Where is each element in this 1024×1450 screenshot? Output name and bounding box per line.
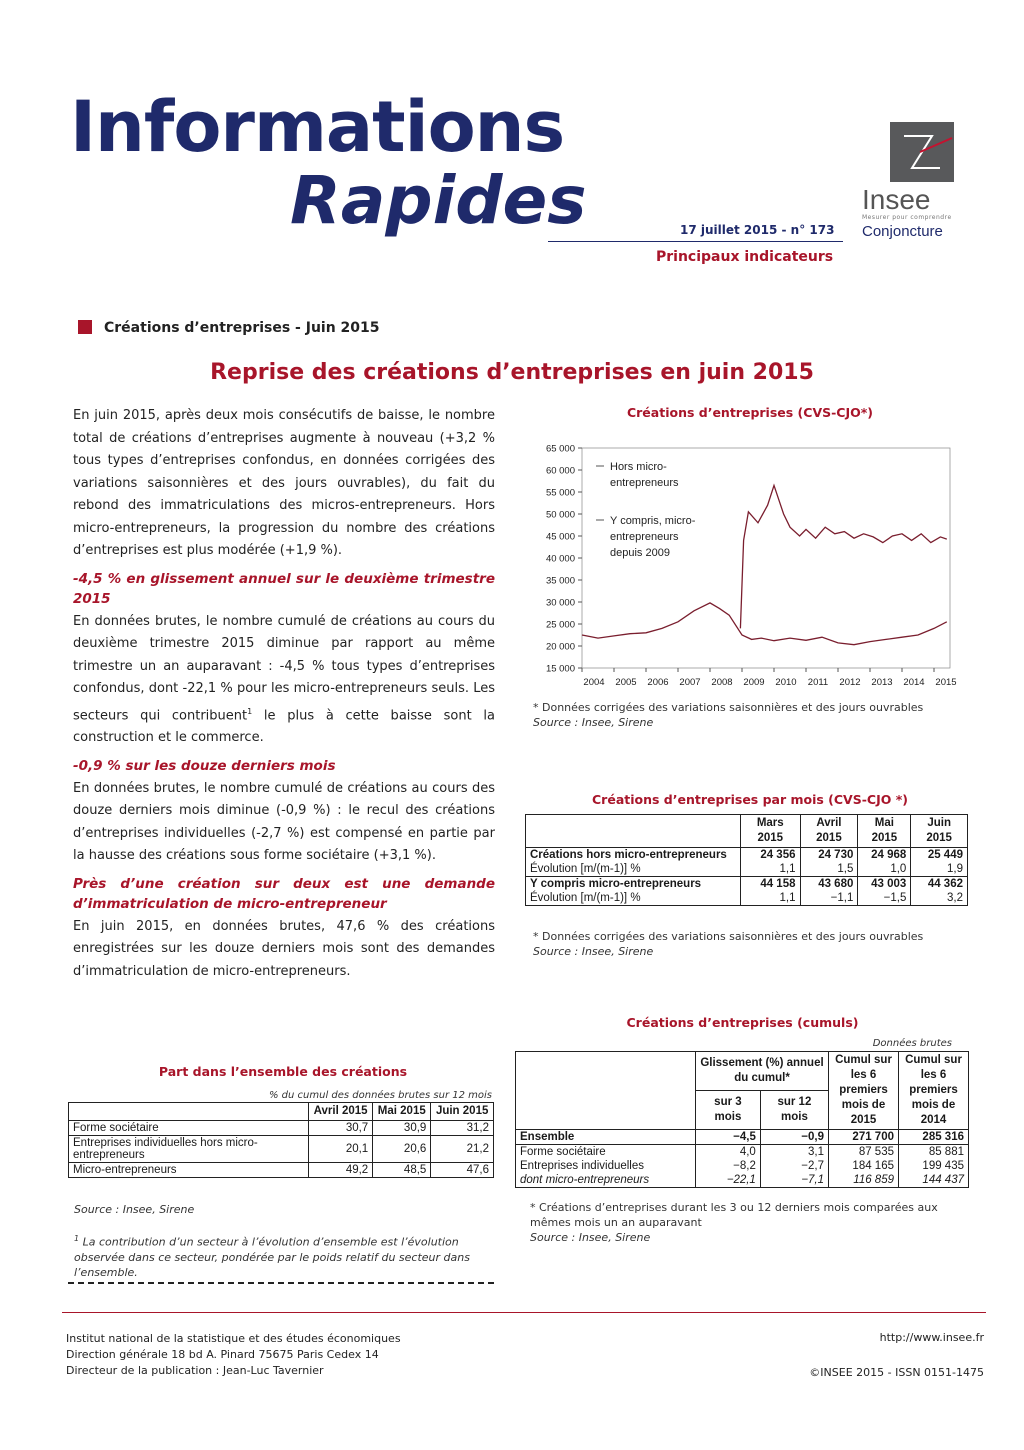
table2-notes bbox=[74, 1202, 494, 1280]
x-tick-label: 2013 bbox=[871, 677, 893, 688]
cell-value: 1,1 bbox=[741, 862, 801, 877]
paragraph-4: En juin 2015, en données brutes, 47,6 % des créations enregistrées sur les douze derniers mois sont des demandes d’immatriculation de micro-entrepreneurs. bbox=[73, 918, 495, 979]
table1-title: Créations d’entreprises par mois (CVS-CJO *) bbox=[592, 792, 908, 807]
body-text bbox=[73, 405, 495, 989]
legend-label: Y compris, micro- bbox=[610, 515, 696, 527]
legend-label: Hors micro- bbox=[610, 461, 667, 473]
insee-logo bbox=[862, 122, 958, 240]
table3-note: * Créations d’entreprises durant les 3 ou 12 derniers mois comparées aux mêmes mois un an auparavant bbox=[530, 1201, 938, 1229]
series-line-0 bbox=[582, 603, 947, 645]
logo-emblem-icon bbox=[890, 122, 954, 182]
t2-col-0: Avril 2015 bbox=[309, 1103, 373, 1121]
cell-value: −8,2 bbox=[696, 1159, 761, 1173]
footnote-ref: 1 bbox=[247, 706, 253, 716]
cell-value: 271 700 bbox=[829, 1130, 899, 1145]
table-row bbox=[516, 1130, 969, 1145]
cell-value: 1,1 bbox=[741, 891, 801, 906]
cell-value: 24 356 bbox=[741, 848, 801, 863]
table1-source: Source : Insee, Sirene bbox=[533, 945, 654, 958]
cell-value: 43 003 bbox=[858, 877, 911, 892]
footer-url-link[interactable]: http://www.insee.fr bbox=[879, 1331, 984, 1344]
cell-value: 20,1 bbox=[309, 1136, 373, 1163]
table-row bbox=[526, 848, 968, 863]
paragraph-2b: le plus à cette baisse sont la construction et le commerce. bbox=[73, 707, 495, 746]
footer-line-3: Directeur de la publication : Jean-Luc Tavernier bbox=[66, 1364, 324, 1377]
t1-col-1: Avril 2015 bbox=[800, 815, 858, 848]
table3-source: Source : Insee, Sirene bbox=[530, 1231, 651, 1244]
cell-value: 285 316 bbox=[899, 1130, 969, 1145]
y-tick-label: 15 000 bbox=[545, 663, 575, 675]
row-label: Créations hors micro-entrepreneurs bbox=[526, 848, 741, 863]
table2-divider bbox=[68, 1282, 494, 1284]
insee-logo-mark-icon bbox=[890, 122, 954, 182]
cell-value: 24 968 bbox=[858, 848, 911, 863]
row-label: Micro-entrepreneurs bbox=[69, 1163, 309, 1178]
cell-value: 31,2 bbox=[466, 1122, 489, 1134]
cell-value: 1,9 bbox=[947, 863, 963, 875]
section-marker-icon bbox=[78, 320, 92, 334]
x-tick-label: 2015 bbox=[935, 677, 957, 688]
headline: Reprise des créations d’entreprises en juin 2015 bbox=[210, 360, 814, 385]
cell-value: 87 535 bbox=[829, 1145, 899, 1160]
y-tick-label: 30 000 bbox=[545, 597, 575, 609]
table-row bbox=[69, 1163, 494, 1178]
logo-section: Conjoncture bbox=[862, 223, 943, 240]
t3-col-0: Cumul sur les 6 premiers mois de 2015 bbox=[829, 1052, 899, 1130]
y-tick-label: 20 000 bbox=[545, 641, 575, 653]
cell-value: 144 437 bbox=[899, 1173, 969, 1188]
legend-label: depuis 2009 bbox=[610, 547, 670, 559]
subheading-2: -4,5 % en glissement annuel sur le deuxième trimestre 2015 bbox=[73, 570, 495, 607]
cell-value: −22,1 bbox=[696, 1173, 761, 1188]
t3-col-1: Cumul sur les 6 premiers mois de 2014 bbox=[899, 1052, 969, 1130]
x-tick-label: 2011 bbox=[807, 677, 829, 688]
paragraph-3: En données brutes, le nombre cumulé de créations au cours des douze derniers mois diminue (-0,9 %) : le recul des créations d’entreprises individuelles (-2,7 %) est compensé en partie par la hausse des créations sous forme sociétaire (+3,1 %). bbox=[73, 780, 495, 864]
x-tick-label: 2009 bbox=[743, 677, 765, 688]
cell-value: 199 435 bbox=[899, 1159, 969, 1173]
chart-notes bbox=[533, 700, 973, 730]
cumul-table bbox=[515, 1051, 969, 1188]
footer-rule bbox=[62, 1312, 986, 1313]
table1-note: * Données corrigées des variations saisonnières et des jours ouvrables bbox=[533, 930, 924, 943]
t3-sub-col-1: sur 12 mois bbox=[760, 1091, 828, 1130]
chart-title: Créations d’entreprises (CVS-CJO*) bbox=[626, 405, 874, 420]
cell-value: −7,1 bbox=[760, 1173, 828, 1188]
cell-value: 24 730 bbox=[800, 848, 858, 863]
masthead-subtitle: Rapides bbox=[290, 162, 587, 239]
share-table bbox=[68, 1102, 494, 1178]
chart-source: Source : Insee, Sirene bbox=[533, 716, 654, 729]
cell-value: 20,6 bbox=[373, 1136, 431, 1163]
table2-caption: % du cumul des données brutes sur 12 mois bbox=[269, 1090, 492, 1101]
y-tick-label: 55 000 bbox=[545, 487, 575, 499]
subheading-4: Près d’une création sur deux est une demande d’immatriculation de micro-entrepreneur bbox=[73, 875, 495, 912]
masthead-title: Informations bbox=[70, 86, 565, 168]
footer-line-1: Institut national de la statistique et des études économiques bbox=[66, 1332, 401, 1345]
cell-value: 48,5 bbox=[373, 1163, 431, 1178]
cell-value: 1,5 bbox=[800, 862, 858, 877]
table1-notes bbox=[533, 929, 973, 959]
x-tick-label: 2010 bbox=[775, 677, 797, 688]
cell-value: −2,7 bbox=[760, 1159, 828, 1173]
cell-value: 43 680 bbox=[800, 877, 858, 892]
footer-copyright: ©INSEE 2015 - ISSN 0151-1475 bbox=[809, 1366, 984, 1379]
monthly-table bbox=[525, 814, 968, 906]
table-row bbox=[526, 862, 968, 877]
subheading-3: -0,9 % sur les douze derniers mois bbox=[73, 757, 336, 774]
row-label: Entreprises individuelles hors micro-entrepreneurs bbox=[69, 1136, 309, 1163]
cell-value: 1,0 bbox=[858, 862, 911, 877]
y-tick-label: 50 000 bbox=[545, 509, 575, 521]
table-row bbox=[516, 1173, 969, 1188]
table-row bbox=[526, 877, 968, 892]
cell-value: 25 449 bbox=[927, 849, 963, 861]
table2-source: Source : Insee, Sirene bbox=[74, 1203, 195, 1216]
t1-col-0: Mars 2015 bbox=[741, 815, 801, 848]
table2-title: Part dans l’ensemble des créations bbox=[158, 1064, 408, 1079]
issue-date: 17 juillet 2015 - n° 173 bbox=[680, 223, 835, 237]
t1-col-3: Juin 2015 bbox=[926, 817, 952, 844]
logo-name: Insee bbox=[862, 184, 931, 215]
footnote bbox=[74, 1231, 494, 1280]
cell-value: 184 165 bbox=[829, 1159, 899, 1173]
cell-value: 44 362 bbox=[927, 878, 963, 890]
cell-value: 30,7 bbox=[309, 1121, 373, 1136]
y-tick-label: 35 000 bbox=[545, 575, 575, 587]
row-label: Ensemble bbox=[516, 1130, 696, 1145]
table-row bbox=[69, 1136, 494, 1163]
line-chart bbox=[530, 438, 970, 693]
x-tick-label: 2006 bbox=[647, 677, 669, 688]
x-tick-label: 2004 bbox=[583, 677, 605, 688]
cell-value: −0,9 bbox=[760, 1130, 828, 1145]
legend-label: entrepreneurs bbox=[610, 477, 679, 489]
footer-line-2: Direction générale 18 bd A. Pinard 75675 Paris Cedex 14 bbox=[66, 1348, 379, 1361]
y-tick-label: 25 000 bbox=[545, 619, 575, 631]
paragraph-2 bbox=[73, 611, 495, 750]
table-row bbox=[516, 1145, 969, 1160]
section-label: Créations d’entreprises - Juin 2015 bbox=[104, 320, 380, 336]
chart-note: * Données corrigées des variations saisonnières et des jours ouvrables bbox=[533, 701, 924, 714]
cell-value: −1,5 bbox=[858, 891, 911, 906]
y-tick-label: 40 000 bbox=[545, 553, 575, 565]
cell-value: 44 158 bbox=[741, 877, 801, 892]
footer-address bbox=[66, 1331, 401, 1379]
cell-value: 3,1 bbox=[760, 1145, 828, 1160]
table3-title: Créations d’entreprises (cumuls) bbox=[626, 1015, 859, 1030]
cell-value: 21,2 bbox=[466, 1143, 489, 1155]
x-tick-label: 2012 bbox=[839, 677, 861, 688]
cell-value: 30,9 bbox=[373, 1121, 431, 1136]
masthead-rule bbox=[548, 241, 843, 242]
paragraph-1: En juin 2015, après deux mois consécutifs de baisse, le nombre total de créations d’entreprises augmente à nouveau (+3,2 % tous types d’entreprises confondus, en données corrigées des variations saisonnières et des jours ouvrables), du fait du rebond des immatriculations des micros-entrepreneurs. Hors micro-entrepreneurs, la progression du nombre des créations d’entreprises est plus modérée (+1,9 %). bbox=[73, 408, 495, 558]
legend-label: entrepreneurs bbox=[610, 531, 679, 543]
table-row bbox=[69, 1121, 494, 1136]
row-label: dont micro-entrepreneurs bbox=[516, 1173, 696, 1188]
t3-sub-col-0: sur 3 mois bbox=[696, 1091, 761, 1130]
x-tick-label: 2008 bbox=[711, 677, 733, 688]
x-tick-label: 2005 bbox=[615, 677, 637, 688]
cell-value: −4,5 bbox=[696, 1130, 761, 1145]
cell-value: 4,0 bbox=[696, 1145, 761, 1160]
table-row bbox=[526, 891, 968, 906]
y-tick-label: 60 000 bbox=[545, 465, 575, 477]
t3-group-header: Glissement (%) annuel du cumul* bbox=[696, 1052, 829, 1091]
row-label: Évolution [m/(m-1)] % bbox=[526, 891, 741, 906]
table3-notes bbox=[530, 1200, 970, 1245]
y-tick-label: 65 000 bbox=[545, 443, 575, 455]
cell-value: 116 859 bbox=[829, 1173, 899, 1188]
x-tick-label: 2007 bbox=[679, 677, 701, 688]
x-tick-label: 2014 bbox=[903, 677, 925, 688]
issue-type: Principaux indicateurs bbox=[656, 249, 834, 265]
cell-value: 49,2 bbox=[309, 1163, 373, 1178]
footnote-mark: 1 bbox=[74, 1234, 80, 1243]
row-label: Entreprises individuelles bbox=[516, 1159, 696, 1173]
series-line-1 bbox=[740, 485, 946, 628]
table3-caption: Données brutes bbox=[872, 1038, 952, 1049]
t2-col-1: Mai 2015 bbox=[373, 1103, 431, 1121]
table-row bbox=[516, 1159, 969, 1173]
cell-value: −1,1 bbox=[800, 891, 858, 906]
cell-value: 85 881 bbox=[899, 1145, 969, 1160]
logo-tagline: Mesurer pour comprendre bbox=[862, 214, 952, 221]
row-label: Y compris micro-entrepreneurs bbox=[526, 877, 741, 892]
paragraph-2a: En données brutes, le nombre cumulé de créations au cours du deuxième trimestre 2015 diminue par rapport au même trimestre un an auparavant : -4,5 % tous types d’entreprises confondus, dont -22,1 % pour les micro-entrepreneurs seuls. Les secteurs qui contribuent bbox=[73, 613, 495, 723]
y-tick-label: 45 000 bbox=[545, 531, 575, 543]
cell-value: 3,2 bbox=[947, 892, 963, 904]
row-label: Évolution [m/(m-1)] % bbox=[526, 862, 741, 877]
t2-col-2: Juin 2015 bbox=[435, 1105, 489, 1117]
row-label: Forme sociétaire bbox=[69, 1121, 309, 1136]
t1-col-2: Mai 2015 bbox=[858, 815, 911, 848]
row-label: Forme sociétaire bbox=[516, 1145, 696, 1160]
footnote-text: La contribution d’un secteur à l’évolution d’ensemble est l’évolution observée dans ce secteur, pondérée par le poids relatif du secteur dans l’ensemble. bbox=[74, 1235, 470, 1279]
cell-value: 47,6 bbox=[466, 1164, 489, 1176]
